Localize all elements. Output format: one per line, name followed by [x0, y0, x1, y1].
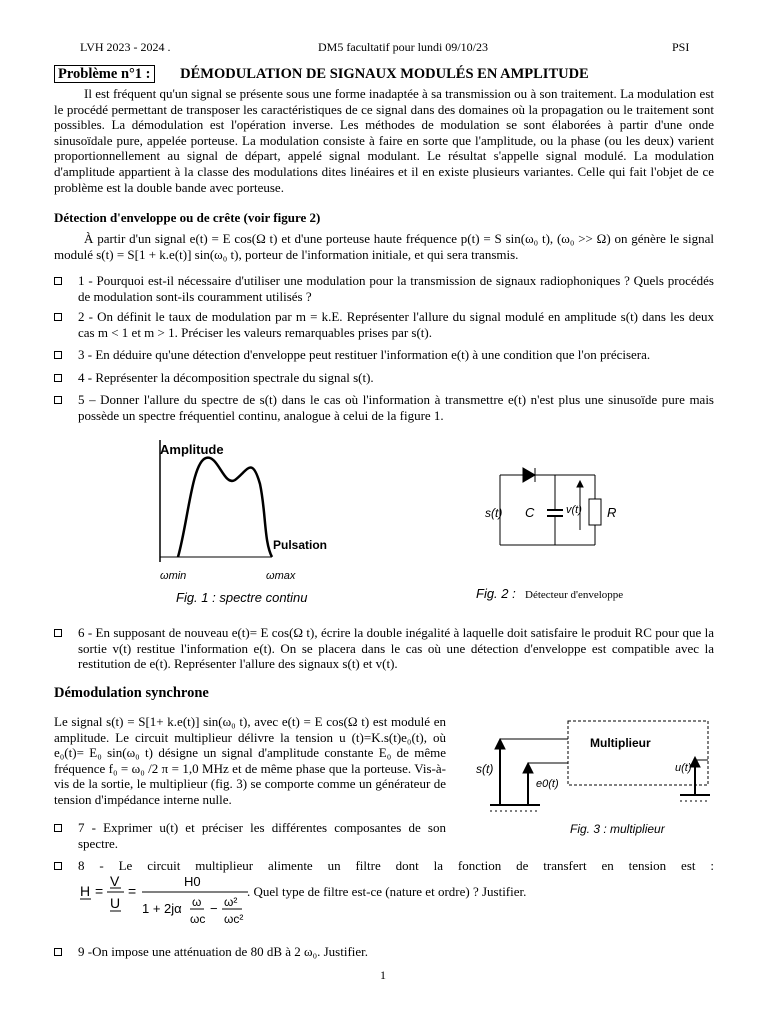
fig3-s-label: s(t) — [476, 762, 494, 776]
fig1-curve-label: Pulsation — [273, 538, 328, 552]
fig3-u-label: u(t) — [675, 762, 692, 774]
question-8: 8 - Le circuit multiplieur alimente un filtre dont la fonction de transfert en tension est : — [54, 858, 714, 874]
section1-paragraph: À partir d'un signal e(t) = E cos(Ω t) et d'une porteuse haute fréquence p(t) = S sin(ω₀ t), (ω₀ >> Ω) on génère le signal modulé s(t) = S[1 + k.e(t)] sin(ω₀ t), porteur de l'information initiale, et qui sera transmis. — [54, 231, 714, 262]
fig3-e0-label: e0(t) — [536, 778, 559, 790]
bullet-icon — [54, 629, 62, 637]
bullet-icon — [54, 351, 62, 359]
question-2: 2 - On définit le taux de modulation par m = k.E. Représenter l'allure du signal modulé en amplitude s(t) dans les deux cas m < 1 et m > 1. Préciser les valeurs remarquables prises par s(t). — [54, 309, 714, 340]
figure-1-spectrum — [140, 432, 340, 607]
bullet-icon — [54, 313, 62, 321]
figure-2-detector — [485, 455, 705, 555]
section2-paragraph: Le signal s(t) = S[1+ k.e(t)] sin(ω₀ t), avec e(t) = E cos(Ω t) est modulé en amplitude. Le circuit multiplieur délivre la tension u (t)=K.s(t)e₀(t), où e₀(t)= E₀ sin(ω₀ t) désigne un signal d'amplitude constante E₀ de même fréquence f₀ = ω₀ /2 π = 1,0 MHz et de même phase que la porteuse. Vis-à-vis de la sortie, le multiplieur (fig. 3) se comporte comme un générateur de tension d'impédance interne nulle. — [54, 714, 446, 807]
header-left: LVH 2023 - 2024 . — [80, 40, 171, 54]
fig1-ylabel: Amplitude — [160, 442, 224, 457]
question-8-after: . Quel type de filtre est-ce (nature et ordre) ? Justifier. — [247, 884, 527, 899]
fig3-caption: Fig. 3 : multiplieur — [570, 822, 665, 836]
problem-title-row — [54, 67, 734, 83]
bullet-icon — [54, 374, 62, 382]
page-number: 1 — [380, 968, 386, 982]
svg-text:=: = — [95, 883, 104, 899]
fig3-box-label: Multiplieur — [590, 736, 651, 750]
fig2-v-label: v(t) — [566, 504, 582, 516]
question-7: 7 - Exprimer u(t) et préciser les différentes composantes de son spectre. — [54, 820, 446, 851]
fig2-c-label: C — [525, 505, 535, 520]
formula-omega: ω — [192, 895, 202, 909]
question-9: 9 -On impose une atténuation de 80 dB à 2 ω₀. Justifier. — [54, 944, 714, 960]
fig1-xmin-label: ωmin — [160, 570, 187, 582]
resistor-icon — [589, 499, 601, 525]
formula-omega-c-sq: ωc² — [224, 912, 244, 926]
svg-text:−: − — [210, 901, 218, 916]
question-1: 1 - Pourquoi est-il nécessaire d'utiliser une modulation pour la transmission de signaux radiophoniques ? Quels procédés de modulation sont-ils couramment utilisés ? — [54, 273, 714, 304]
transfer-function-formula — [76, 872, 286, 932]
bullet-icon — [54, 862, 62, 870]
question-6: 6 - En supposant de nouveau e(t)= E cos(Ω t), écrire la double inégalité à laquelle doit satisfaire le produit RC pour que la sortie v(t) restitue l'information e(t). On se placera dans le cas où une détection d'enveloppe est compatible avec la restitution de e(t). Représenter l'allure des signaux s(t) et v(t). — [54, 625, 714, 672]
fig1-curve — [178, 458, 272, 557]
section-title-synchronous: Démodulation synchrone — [54, 685, 209, 701]
section-title-envelope: Détection d'enveloppe ou de crête (voir figure 2) — [54, 210, 321, 225]
intro-paragraph: Il est fréquent qu'un signal se présente sous une forme inadaptée à sa transmission ou à son traitement. La modulation est le procédé permettant de transposer les caractéristiques de ce signal dans des domaines où la propagation ou le traitement sont possibles. La démodulation est l'opération inverse. Les méthodes de modulation se sont élaborées à partir d'une onde sinusoïdale pure, appelée porteuse. La modulation consiste à faire en sorte que l'amplitude, ou la phase (ou les deux) varient proportionnellement au signal de départ, appelé signal modulant. Le résultat s'appelle signal modulé. La modulation d'amplitude appartient à la classe des modulations dites linéaires et il en existe plusieurs variantes. Celle qui fait l'objet de ce problème est la double bande avec porteuse. — [54, 86, 714, 195]
multiplier-box — [568, 721, 708, 785]
fig1-xmax-label: ωmax — [266, 570, 296, 582]
fig1-caption: Fig. 1 : spectre continu — [176, 590, 308, 605]
question-3: 3 - En déduire qu'une détection d'enveloppe peut restituer l'information e(t) à une condition que l'on précisera. — [54, 347, 714, 363]
formula-omega-sq: ω² — [224, 895, 238, 909]
formula-omega-c: ωc — [190, 912, 206, 926]
formula-h: H — [80, 883, 91, 899]
header-center: DM5 facultatif pour lundi 09/10/23 — [318, 40, 488, 54]
problem-title: DÉMODULATION DE SIGNAUX MODULÉS EN AMPLITUDE — [180, 66, 589, 82]
fig2-s-label: s(t) — [485, 506, 503, 520]
fig2-r-label: R — [607, 505, 617, 520]
fig2-caption: Fig. 2 : Détecteur d'enveloppe — [476, 586, 624, 601]
figure-3-multiplier — [470, 705, 720, 840]
question-5: 5 – Donner l'allure du spectre de s(t) dans le cas où l'information à transmettre e(t) n'est plus une sinusoïde pure mais possède un spectre fréquentiel continu, analogue à celui de la figure 1. — [54, 392, 714, 423]
bullet-icon — [54, 948, 62, 956]
bullet-icon — [54, 277, 62, 285]
problem-label: Problème n°1 : — [54, 65, 155, 83]
diode-icon — [523, 468, 535, 482]
formula-u: U — [110, 895, 121, 911]
svg-text:=: = — [128, 883, 137, 899]
header-right: PSI — [672, 40, 690, 54]
formula-den-prefix: 1 + 2jα — [142, 901, 182, 916]
bullet-icon — [54, 824, 62, 832]
bullet-icon — [54, 396, 62, 404]
formula-v: V — [110, 873, 120, 889]
question-4: 4 - Représenter la décomposition spectrale du signal s(t). — [54, 370, 714, 386]
formula-h0: H0 — [184, 874, 201, 889]
